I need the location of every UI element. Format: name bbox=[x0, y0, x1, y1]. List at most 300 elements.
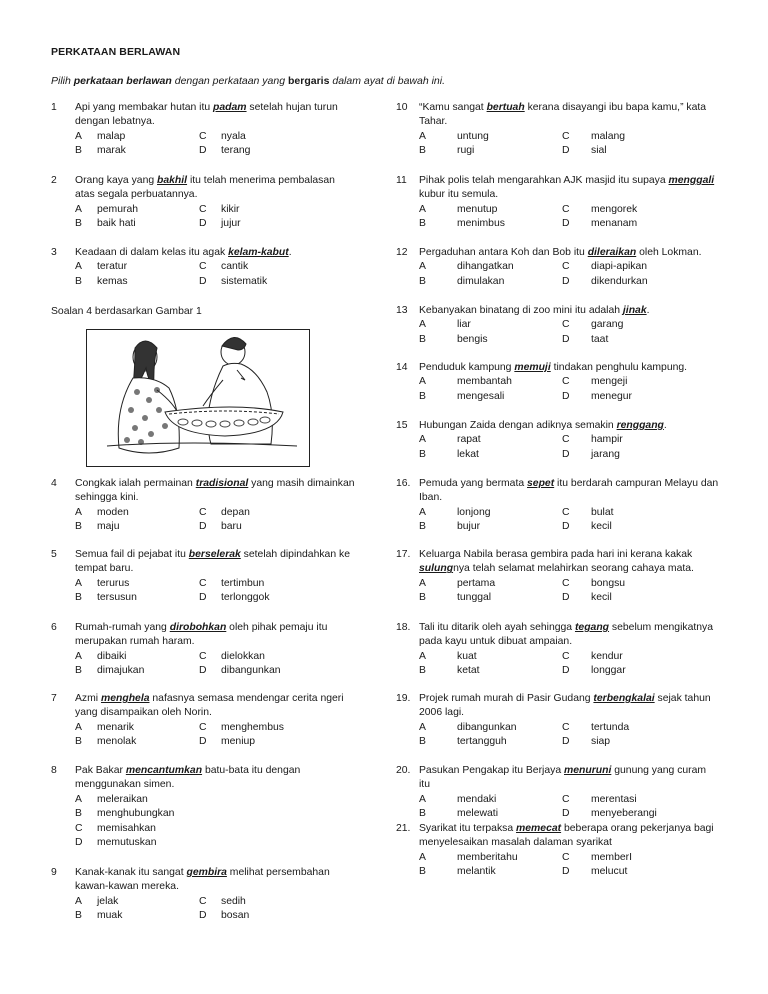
stem-text: . bbox=[663, 420, 667, 431]
underlined-keyword: mencantumkan bbox=[125, 765, 203, 776]
option-letter: D bbox=[75, 836, 83, 848]
option-letter: B bbox=[419, 333, 426, 345]
stem-text: Pemuda yang bermata bbox=[419, 478, 528, 489]
option-letter: C bbox=[199, 130, 207, 142]
option-letter: D bbox=[562, 736, 570, 748]
option-letter: C bbox=[562, 130, 570, 142]
option-d: bosan bbox=[221, 910, 250, 922]
option-letter: D bbox=[562, 218, 570, 230]
option-letter: A bbox=[75, 895, 82, 907]
underlined-keyword: gembira bbox=[186, 867, 227, 878]
option-d: kecil bbox=[591, 592, 612, 604]
option-letter: A bbox=[75, 261, 82, 273]
option-row bbox=[75, 217, 357, 231]
question-number: 5 bbox=[51, 549, 57, 560]
option-letter: D bbox=[199, 592, 207, 604]
option-a: pertama bbox=[457, 577, 496, 589]
option-letter: A bbox=[75, 506, 82, 518]
option-letter: A bbox=[75, 650, 82, 662]
option-row bbox=[75, 144, 357, 158]
stem-text: sejak tahun 2006 lagi. bbox=[419, 693, 711, 719]
option-row bbox=[75, 260, 357, 274]
question-number: 16. bbox=[396, 478, 411, 489]
option-c: diapi-apikan bbox=[591, 261, 648, 273]
option-letter: B bbox=[419, 808, 426, 820]
question-body bbox=[419, 477, 719, 535]
option-letter: B bbox=[419, 736, 426, 748]
question-body bbox=[419, 419, 719, 462]
option-letter: B bbox=[75, 521, 82, 533]
option-row bbox=[75, 591, 357, 605]
option-letter: D bbox=[199, 145, 207, 157]
question-number: 4 bbox=[51, 478, 57, 489]
stem-text: kerana disayangi ibu bapa kamu,” kata Tahar. bbox=[419, 102, 707, 128]
option-c: merentasi bbox=[591, 793, 637, 805]
option-a: menarik bbox=[97, 721, 134, 733]
stem-text: “Kamu sangat bbox=[419, 102, 487, 113]
question-number: 18. bbox=[396, 622, 411, 633]
option-row bbox=[419, 650, 719, 664]
option-letter: B bbox=[75, 275, 82, 287]
underlined-keyword: dileraikan bbox=[587, 247, 637, 258]
stem-text: Pak Bakar bbox=[75, 765, 126, 776]
option-letter: C bbox=[199, 895, 207, 907]
stem-text: nafasnya semasa mendengar cerita ngeri yang disampaikan oleh Norin. bbox=[75, 693, 344, 719]
option-row bbox=[75, 909, 357, 923]
option-row bbox=[75, 836, 357, 850]
stem-text: Penduduk kampung bbox=[419, 362, 515, 373]
question-stem bbox=[419, 174, 719, 203]
question-stem bbox=[75, 174, 357, 203]
stem-text: setelah dipindahkan ke tempat baru. bbox=[75, 549, 350, 575]
option-b: lekat bbox=[457, 448, 479, 460]
question-stem bbox=[419, 304, 719, 318]
option-a: meleraikan bbox=[97, 793, 148, 805]
option-b: menimbus bbox=[457, 218, 505, 230]
stem-text: kubur itu semula. bbox=[419, 189, 499, 201]
question-body bbox=[419, 548, 719, 606]
option-letter: B bbox=[419, 448, 426, 460]
question-number: 19. bbox=[396, 693, 411, 704]
option-letter: B bbox=[75, 145, 82, 157]
option-letter: D bbox=[199, 521, 207, 533]
underlined-keyword: sepet bbox=[527, 478, 555, 489]
option-c: garang bbox=[591, 319, 624, 331]
option-row bbox=[419, 318, 719, 332]
question-body bbox=[75, 621, 357, 679]
option-row bbox=[419, 721, 719, 735]
option-row bbox=[75, 807, 357, 821]
question-body bbox=[419, 764, 719, 822]
underlined-keyword: menghela bbox=[100, 693, 150, 704]
option-d: dikendurkan bbox=[591, 275, 648, 287]
stem-text: Kanak-kanak itu sangat bbox=[75, 867, 187, 878]
option-letter: D bbox=[562, 275, 570, 287]
figure-congkak bbox=[86, 329, 310, 467]
option-letter: C bbox=[75, 822, 83, 834]
option-letter: D bbox=[199, 275, 207, 287]
option-d: menegur bbox=[591, 390, 633, 402]
instruction bbox=[51, 74, 445, 88]
option-letter: B bbox=[419, 592, 426, 604]
option-row bbox=[75, 793, 357, 807]
option-b: rugi bbox=[457, 145, 475, 157]
option-c: tertunda bbox=[591, 721, 630, 733]
option-row bbox=[419, 520, 719, 534]
option-letter: B bbox=[75, 808, 82, 820]
option-letter: B bbox=[419, 866, 426, 878]
stem-text: Pergaduhan antara Koh dan Bob itu bbox=[419, 247, 588, 258]
option-a: kuat bbox=[457, 650, 477, 662]
question-stem bbox=[419, 621, 719, 650]
option-row bbox=[75, 721, 357, 735]
option-d: jarang bbox=[591, 448, 620, 460]
option-row bbox=[419, 851, 719, 865]
option-d: taat bbox=[591, 333, 609, 345]
option-row bbox=[75, 735, 357, 749]
question-body bbox=[75, 246, 357, 289]
option-b: marak bbox=[97, 145, 126, 157]
option-a: pemurah bbox=[97, 203, 139, 215]
option-b: tertangguh bbox=[457, 736, 507, 748]
question-body bbox=[419, 621, 719, 679]
option-letter: A bbox=[419, 319, 426, 331]
option-c: kendur bbox=[591, 650, 623, 662]
stem-text: Orang kaya yang bbox=[75, 175, 158, 186]
question-stem bbox=[75, 692, 357, 721]
option-a: rapat bbox=[457, 434, 481, 446]
option-c: cantik bbox=[221, 261, 249, 273]
option-letter: A bbox=[419, 434, 426, 446]
option-row bbox=[419, 203, 719, 217]
option-a: dibaiki bbox=[97, 650, 127, 662]
option-letter: B bbox=[419, 218, 426, 230]
stem-text: tindakan penghulu kampung. bbox=[550, 362, 688, 373]
option-letter: B bbox=[419, 390, 426, 402]
option-letter: D bbox=[562, 448, 570, 460]
underlined-keyword: dirobohkan bbox=[169, 622, 227, 633]
stem-text: Keadaan di dalam kelas itu agak bbox=[75, 247, 229, 258]
option-letter: C bbox=[199, 506, 207, 518]
stem-text: oleh Lokman. bbox=[636, 247, 702, 258]
option-b: menghubungkan bbox=[97, 808, 175, 820]
stem-text: Keluarga Nabila berasa gembira pada hari ini kerana kakak bbox=[419, 549, 693, 560]
underlined-keyword: menuruni bbox=[564, 765, 612, 776]
option-letter: C bbox=[199, 650, 207, 662]
option-letter: B bbox=[419, 275, 426, 287]
option-row bbox=[75, 895, 357, 909]
option-letter: D bbox=[562, 808, 570, 820]
option-row bbox=[419, 333, 719, 347]
underlined-keyword: menggali bbox=[668, 175, 715, 186]
question-body bbox=[419, 246, 719, 289]
stem-text: . bbox=[288, 247, 292, 258]
option-letter: C bbox=[562, 376, 570, 388]
figure-caption: Soalan 4 berdasarkan Gambar 1 bbox=[51, 306, 202, 317]
stem-text: Syarikat itu terpaksa bbox=[419, 823, 517, 834]
option-d: siap bbox=[591, 736, 611, 748]
question-number: 9 bbox=[51, 867, 57, 878]
option-letter: D bbox=[562, 333, 570, 345]
option-letter: B bbox=[75, 592, 82, 604]
question-number: 14 bbox=[396, 362, 408, 373]
option-d: menanam bbox=[591, 218, 638, 230]
question-body bbox=[75, 477, 357, 535]
option-a: liar bbox=[457, 319, 471, 331]
underlined-keyword: terbengkalai bbox=[593, 693, 655, 704]
stem-text: Congkak ialah permainan bbox=[75, 478, 196, 489]
option-a: teratur bbox=[97, 261, 128, 273]
option-row bbox=[419, 865, 719, 879]
question-number: 21. bbox=[396, 823, 411, 834]
question-number: 7 bbox=[51, 693, 57, 704]
option-c: malang bbox=[591, 130, 626, 142]
underlined-keyword: berselerak bbox=[188, 549, 241, 560]
option-letter: C bbox=[562, 721, 570, 733]
option-b: melantik bbox=[457, 866, 496, 878]
option-letter: C bbox=[562, 851, 570, 863]
stem-text: itu telah menerima pembalasan atas segala perbuatannya. bbox=[75, 175, 335, 201]
option-letter: C bbox=[562, 650, 570, 662]
option-b: tunggal bbox=[457, 592, 492, 604]
option-a: lonjong bbox=[457, 506, 491, 518]
question-number: 13 bbox=[396, 305, 408, 316]
stem-text: yang masih dimainkan sehingga kini. bbox=[75, 478, 355, 504]
question-stem bbox=[75, 548, 357, 577]
stem-text: . bbox=[646, 305, 650, 316]
option-letter: A bbox=[419, 851, 426, 863]
option-b: dimulakan bbox=[457, 275, 505, 287]
option-a: menutup bbox=[457, 203, 498, 215]
option-row bbox=[419, 390, 719, 404]
option-row bbox=[419, 807, 719, 821]
stem-text: Hubungan Zaida dengan adiknya semakin bbox=[419, 420, 617, 431]
option-a: dibangunkan bbox=[457, 721, 517, 733]
option-letter: A bbox=[419, 650, 426, 662]
question-number: 8 bbox=[51, 765, 57, 776]
option-letter: A bbox=[419, 130, 426, 142]
option-c: mengorek bbox=[591, 203, 638, 215]
option-a: terurus bbox=[97, 577, 130, 589]
option-row bbox=[419, 260, 719, 274]
option-d: dibangunkan bbox=[221, 665, 281, 677]
question-body bbox=[419, 361, 719, 404]
option-row bbox=[419, 217, 719, 231]
question-body bbox=[419, 101, 719, 159]
question-body bbox=[75, 101, 357, 159]
option-c: hampir bbox=[591, 434, 623, 446]
option-b: mengesali bbox=[457, 390, 505, 402]
question-number: 2 bbox=[51, 175, 57, 186]
stem-text: Pihak polis telah mengarahkan AJK masjid itu supaya bbox=[419, 175, 669, 186]
option-letter: D bbox=[199, 218, 207, 230]
question-body bbox=[419, 304, 719, 347]
option-c: nyala bbox=[221, 130, 246, 142]
instruction-pre: Pilih bbox=[51, 75, 74, 87]
option-letter: A bbox=[75, 130, 82, 142]
option-row bbox=[75, 203, 357, 217]
option-row bbox=[419, 577, 719, 591]
option-row bbox=[419, 130, 719, 144]
question-body bbox=[75, 866, 357, 924]
option-letter: B bbox=[419, 665, 426, 677]
question-stem bbox=[419, 246, 719, 260]
question-stem bbox=[419, 101, 719, 130]
option-b: tersusun bbox=[97, 592, 137, 604]
option-letter: D bbox=[199, 665, 207, 677]
option-row bbox=[75, 275, 357, 289]
option-row bbox=[419, 735, 719, 749]
question-stem bbox=[419, 477, 719, 506]
option-letter: A bbox=[75, 203, 82, 215]
option-row bbox=[75, 520, 357, 534]
question-stem bbox=[419, 548, 719, 577]
option-a: membantah bbox=[457, 376, 512, 388]
stem-text: Kebanyakan binatang di zoo mini itu adalah bbox=[419, 305, 623, 316]
option-c: mengeji bbox=[591, 376, 628, 388]
option-row bbox=[419, 448, 719, 462]
question-stem bbox=[75, 477, 357, 506]
instruction-keyword: perkataan berlawan bbox=[73, 75, 172, 87]
option-letter: C bbox=[562, 319, 570, 331]
option-letter: A bbox=[419, 506, 426, 518]
option-a: untung bbox=[457, 130, 489, 142]
underlined-keyword: renggang bbox=[616, 420, 664, 431]
option-letter: D bbox=[562, 521, 570, 533]
option-c: memisahkan bbox=[97, 822, 156, 834]
option-row bbox=[419, 664, 719, 678]
question-stem bbox=[75, 621, 357, 650]
option-row bbox=[419, 375, 719, 389]
option-c: kikir bbox=[221, 203, 240, 215]
option-letter: B bbox=[75, 665, 82, 677]
stem-text: Pasukan Pengakap itu Berjaya bbox=[419, 765, 564, 776]
question-number: 10 bbox=[396, 102, 408, 113]
question-body bbox=[419, 174, 719, 232]
question-body bbox=[75, 764, 357, 850]
question-body bbox=[419, 692, 719, 750]
option-c: memberI bbox=[591, 851, 632, 863]
option-d: kecil bbox=[591, 521, 612, 533]
question-stem bbox=[419, 361, 719, 375]
option-b: bujur bbox=[457, 521, 481, 533]
question-stem bbox=[75, 101, 357, 130]
option-letter: D bbox=[199, 736, 207, 748]
option-letter: D bbox=[199, 910, 207, 922]
option-letter: A bbox=[419, 793, 426, 805]
option-row bbox=[75, 506, 357, 520]
stem-text: setelah hujan turun dengan lebatnya. bbox=[75, 102, 338, 128]
stem-text: itu berdarah campuran Melayu dan Iban. bbox=[419, 478, 719, 504]
option-letter: D bbox=[562, 665, 570, 677]
option-b: muak bbox=[97, 910, 123, 922]
option-row bbox=[75, 577, 357, 591]
option-b: maju bbox=[97, 521, 120, 533]
option-d: baru bbox=[221, 521, 242, 533]
option-b: baik hati bbox=[97, 218, 136, 230]
option-a: malap bbox=[97, 130, 126, 142]
option-letter: C bbox=[562, 203, 570, 215]
question-number: 6 bbox=[51, 622, 57, 633]
option-letter: B bbox=[75, 910, 82, 922]
stem-text: Azmi bbox=[75, 693, 101, 704]
option-d: meniup bbox=[221, 736, 256, 748]
option-letter: D bbox=[562, 390, 570, 402]
option-letter: B bbox=[419, 145, 426, 157]
question-stem bbox=[419, 692, 719, 721]
question-stem bbox=[75, 246, 357, 260]
option-d: memutuskan bbox=[97, 836, 157, 848]
option-c: sedih bbox=[221, 895, 246, 907]
question-body bbox=[75, 174, 357, 232]
option-b: dimajukan bbox=[97, 665, 145, 677]
option-letter: C bbox=[199, 203, 207, 215]
option-letter: C bbox=[199, 261, 207, 273]
question-stem bbox=[419, 822, 719, 851]
option-letter: A bbox=[75, 577, 82, 589]
option-row bbox=[75, 822, 357, 836]
underlined-keyword: tradisional bbox=[195, 478, 249, 489]
stem-text: melihat persembahan kawan-kawan mereka. bbox=[75, 867, 330, 893]
option-c: bongsu bbox=[591, 577, 626, 589]
underlined-keyword: memuji bbox=[514, 362, 551, 373]
option-b: bengis bbox=[457, 333, 488, 345]
option-letter: A bbox=[419, 376, 426, 388]
question-body bbox=[75, 548, 357, 606]
option-letter: B bbox=[75, 736, 82, 748]
stem-text: beberapa orang pekerjanya bagi menyelesaikan masalah dalaman syarikat bbox=[419, 823, 714, 849]
option-letter: C bbox=[562, 577, 570, 589]
option-c: bulat bbox=[591, 506, 614, 518]
underlined-keyword: memecat bbox=[516, 823, 562, 834]
option-letter: D bbox=[562, 592, 570, 604]
question-body bbox=[75, 692, 357, 750]
stem-text: oleh pihak pemaju itu merupakan rumah haram. bbox=[75, 622, 328, 648]
option-letter: A bbox=[419, 261, 426, 273]
option-letter: D bbox=[562, 866, 570, 878]
option-letter: A bbox=[75, 721, 82, 733]
stem-text: Rumah-rumah yang bbox=[75, 622, 170, 633]
stem-text: Tali itu ditarik oleh ayah sehingga bbox=[419, 622, 575, 633]
option-a: dihangatkan bbox=[457, 261, 514, 273]
option-letter: C bbox=[562, 434, 570, 446]
stem-text: Semua fail di pejabat itu bbox=[75, 549, 189, 560]
underlined-keyword: sulung bbox=[419, 563, 454, 575]
option-letter: C bbox=[562, 793, 570, 805]
option-letter: A bbox=[75, 793, 82, 805]
question-number: 3 bbox=[51, 247, 57, 258]
option-row bbox=[419, 275, 719, 289]
option-d: jujur bbox=[221, 218, 241, 230]
option-c: depan bbox=[221, 506, 250, 518]
option-d: longgar bbox=[591, 665, 626, 677]
option-letter: B bbox=[419, 521, 426, 533]
option-c: menghembus bbox=[221, 721, 284, 733]
instruction-mid: dengan perkataan yang bbox=[171, 75, 288, 87]
option-a: jelak bbox=[97, 895, 119, 907]
option-letter: A bbox=[419, 721, 426, 733]
stem-text: batu-bata itu dengan menggunakan simen. bbox=[75, 765, 301, 791]
question-number: 1 bbox=[51, 102, 57, 113]
option-row bbox=[75, 130, 357, 144]
underlined-keyword: bertuah bbox=[486, 102, 525, 113]
option-row bbox=[419, 144, 719, 158]
question-number: 15 bbox=[396, 420, 408, 431]
option-letter: D bbox=[562, 145, 570, 157]
question-stem bbox=[75, 764, 357, 793]
option-letter: C bbox=[199, 721, 207, 733]
option-row bbox=[75, 664, 357, 678]
